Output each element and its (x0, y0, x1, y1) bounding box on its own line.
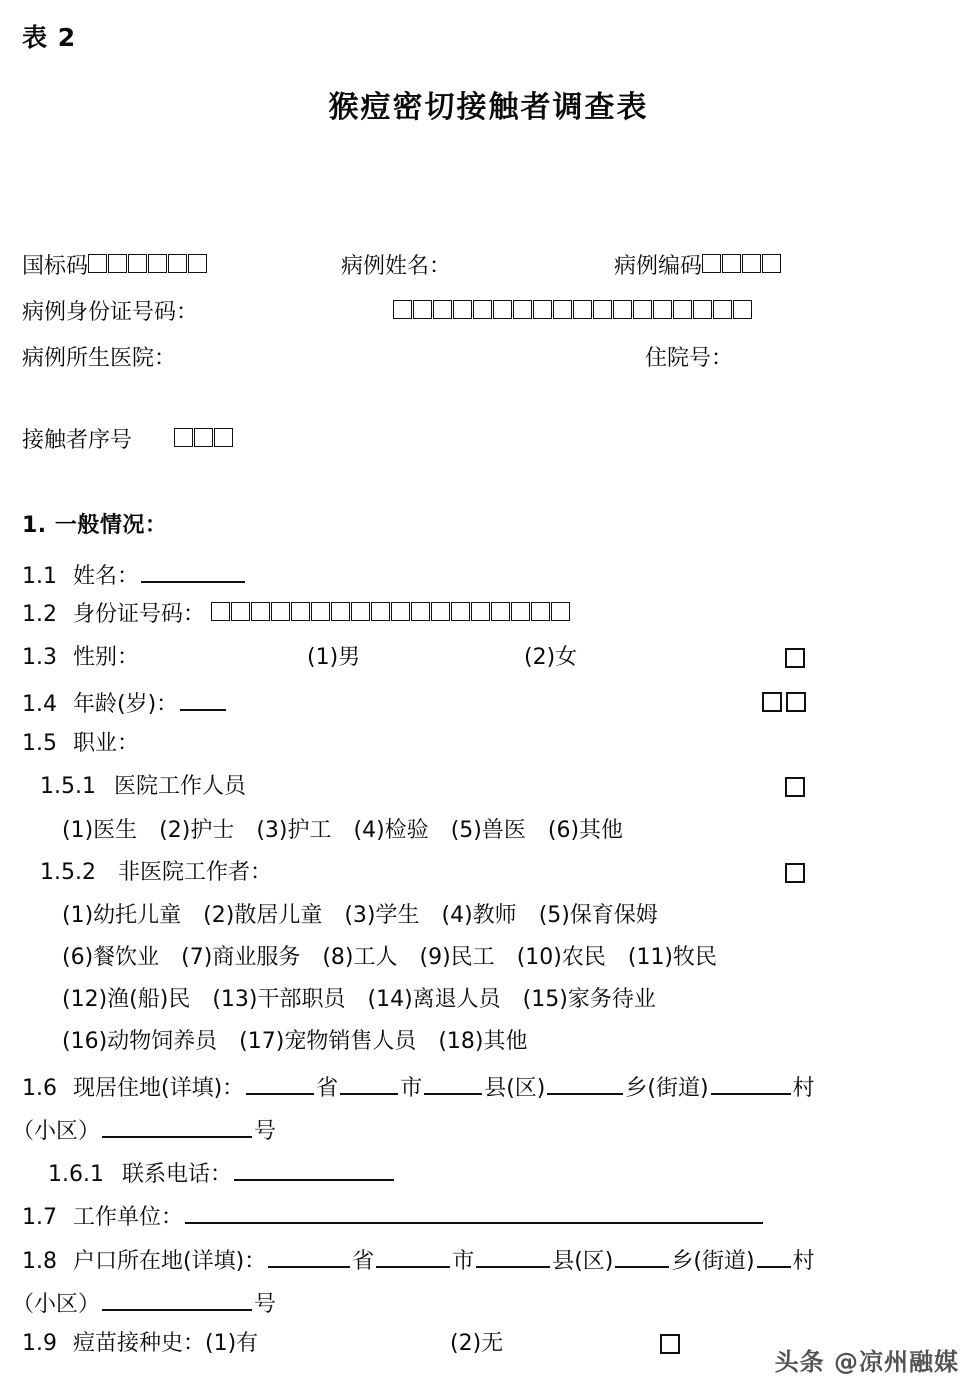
age-input-line[interactable] (180, 688, 226, 711)
current-township-line[interactable] (547, 1072, 623, 1095)
q-1-8-unit-township: 乡(街道) (671, 1249, 755, 1275)
q-1-9-option-no: (2)无 (450, 1331, 504, 1356)
registered-province-line[interactable] (268, 1245, 350, 1268)
q-1-6-community-row (12, 1115, 276, 1144)
q-1-2-number: 1.2 (22, 602, 57, 627)
q-1-5-2-option-14[interactable]: (14)离退人员 (367, 987, 501, 1012)
case-id-boxes[interactable] (393, 300, 752, 319)
contact-sequence-row (22, 428, 233, 453)
q-1-6-unit-city: 市 (400, 1076, 423, 1102)
q-1-4-checkbox-tens[interactable] (762, 692, 782, 712)
q-1-6-unit-province: 省 (316, 1076, 339, 1102)
q-1-3-number: 1.3 (22, 645, 57, 670)
q-1-3-option-female[interactable] (524, 645, 577, 670)
q-1-9-option-no-row[interactable] (450, 1331, 503, 1356)
q-1-9-label: 痘苗接种史： (73, 1331, 206, 1356)
q-1-9-number: 1.9 (22, 1331, 57, 1356)
q-1-5-2-option-7[interactable]: (7)商业服务 (181, 945, 301, 970)
q-1-5-2-option-17[interactable]: (17)宠物销售人员 (239, 1029, 417, 1054)
q-1-5-1-checkbox[interactable] (785, 777, 805, 797)
q-1-5-1-option-6[interactable]: (6)其他 (547, 818, 624, 843)
q-1-5-2-option-2[interactable]: (2)散居儿童 (203, 903, 323, 928)
q-1-1-label: 姓名： (73, 564, 140, 590)
q-1-5-1-label: 医院工作人员 (113, 774, 246, 799)
q-1-5-2-option-1[interactable]: (1)幼托儿童 (62, 903, 182, 928)
current-city-line[interactable] (340, 1072, 398, 1095)
section-1-title: 1. 一般情况： (22, 513, 168, 538)
q-1-5-2-option-13[interactable]: (13)干部职员 (212, 987, 346, 1012)
q-1-9-option-yes[interactable]: (1)有 (205, 1331, 259, 1356)
watermark: 头条 @凉州融媒 (774, 1348, 959, 1376)
page-title: 猴痘密切接触者调查表 (328, 90, 649, 125)
q-1-8-row (22, 1245, 815, 1274)
q-1-5-1-option-1[interactable]: (1)医生 (62, 818, 138, 843)
q-1-4-number: 1.4 (22, 692, 57, 718)
hospital-row (22, 346, 176, 371)
q-1-3-row (22, 645, 139, 670)
q-1-5-1-option-4[interactable]: (4)检验 (353, 818, 429, 843)
current-community-line[interactable] (102, 1115, 252, 1138)
contact-sequence-label: 接触者序号 (22, 428, 133, 453)
q-1-9-row (22, 1331, 258, 1356)
q-1-5-2-option-4[interactable]: (4)教师 (441, 903, 517, 928)
q-1-6-label: 现居住地(详填)： (73, 1076, 245, 1102)
q-1-5-2-option-8[interactable]: (8)工人 (322, 945, 398, 970)
work-unit-input-line[interactable] (185, 1201, 763, 1224)
q-1-5-2-row (40, 860, 272, 885)
q-1-5-2-option-12[interactable]: (12)渔(船)民 (62, 987, 191, 1012)
q-1-8-unit-county: 县(区) (552, 1249, 614, 1275)
current-village-line[interactable] (711, 1072, 791, 1095)
q-1-5-2-option-15[interactable]: (15)家务待业 (522, 987, 656, 1012)
q-1-7-label: 工作单位： (73, 1205, 184, 1231)
registered-city-line[interactable] (376, 1245, 450, 1268)
q-1-5-1-options (62, 818, 623, 843)
q-1-5-2-checkbox[interactable] (785, 863, 805, 883)
case-id-label: 病例身份证号码： (22, 300, 199, 325)
admission-number-label: 住院号： (645, 346, 734, 371)
q-1-8-unit-community: （小区） (12, 1292, 101, 1318)
case-number-boxes[interactable] (702, 254, 781, 273)
q-1-5-row (22, 731, 139, 756)
contact-id-boxes[interactable] (211, 602, 570, 621)
q-1-8-unit-province: 省 (352, 1249, 375, 1275)
current-county-line[interactable] (424, 1072, 482, 1095)
q-1-6-unit-community: （小区） (12, 1119, 101, 1145)
q-1-8-unit-number: 号 (254, 1292, 277, 1318)
q-1-6-1-row (48, 1158, 396, 1187)
registered-county-line[interactable] (476, 1245, 550, 1268)
current-province-line[interactable] (246, 1072, 314, 1095)
q-1-2-label: 身份证号码： (73, 602, 206, 627)
q-1-5-2-options-line-3 (62, 987, 656, 1012)
phone-input-line[interactable] (234, 1158, 394, 1181)
q-1-5-2-option-6[interactable]: (6)餐饮业 (62, 945, 160, 970)
case-id-boxes-row (393, 300, 752, 319)
registered-community-line[interactable] (102, 1288, 252, 1311)
q-1-6-row (22, 1072, 815, 1101)
q-1-6-unit-county: 县(区) (484, 1076, 546, 1102)
admission-number-row (645, 346, 733, 371)
table-number-label: 表 2 (22, 23, 77, 52)
q-1-5-2-options-line-2 (62, 945, 717, 970)
q-1-7-row (22, 1201, 765, 1230)
q-1-3-label: 性别： (73, 645, 140, 670)
gb-code-row (22, 254, 207, 279)
q-1-6-1-label: 联系电话： (121, 1162, 232, 1188)
case-name-row (341, 254, 451, 279)
name-input-line[interactable] (141, 560, 245, 583)
q-1-5-label: 职业： (73, 731, 140, 756)
q-1-5-1-option-2[interactable]: (2)护士 (159, 818, 235, 843)
q-1-5-2-option-18[interactable]: (18)其他 (438, 1029, 528, 1054)
case-name-label: 病例姓名： (341, 254, 452, 279)
case-number-row (614, 254, 781, 279)
q-1-4-label: 年龄(岁)： (73, 692, 179, 718)
q-1-5-2-option-11[interactable]: (11)牧民 (627, 945, 718, 970)
q-1-5-2-option-10[interactable]: (10)农民 (516, 945, 606, 970)
q-1-5-2-option-5[interactable]: (5)保育保姆 (538, 903, 658, 928)
q-1-5-1-option-3[interactable]: (3)护工 (256, 818, 332, 843)
q-1-5-1-row (40, 774, 246, 799)
case-id-label-row (22, 300, 198, 325)
q-1-9-checkbox[interactable] (660, 1334, 680, 1354)
q-1-8-unit-city: 市 (452, 1249, 475, 1275)
q-1-5-2-option-9[interactable]: (9)民工 (419, 945, 495, 970)
q-1-1-row (22, 560, 247, 589)
contact-sequence-boxes[interactable] (174, 428, 233, 447)
q-1-5-1-option-5[interactable]: (5)兽医 (450, 818, 526, 843)
q-1-5-1-number: 1.5.1 (40, 774, 96, 799)
q-1-8-number: 1.8 (22, 1249, 57, 1275)
q-1-5-2-options-line-4 (62, 1029, 528, 1054)
q-1-1-number: 1.1 (22, 564, 57, 590)
q-1-6-number: 1.6 (22, 1076, 57, 1102)
q-1-8-unit-village: 村 (792, 1249, 815, 1275)
q-1-6-1-number: 1.6.1 (48, 1162, 104, 1188)
q-1-3-option-female-label: (2)女 (524, 645, 578, 670)
hospital-label: 病例所生医院： (22, 346, 177, 371)
q-1-3-option-male-label: (1)男 (307, 645, 361, 670)
q-1-2-row (22, 602, 570, 627)
gb-code-label: 国标码 (22, 254, 89, 279)
registered-village-line[interactable] (757, 1245, 791, 1268)
registered-township-line[interactable] (615, 1245, 669, 1268)
q-1-5-2-number: 1.5.2 (40, 860, 96, 885)
q-1-5-2-options-line-1 (62, 903, 658, 928)
q-1-6-unit-number: 号 (254, 1119, 277, 1145)
gb-code-boxes[interactable] (88, 254, 207, 273)
case-number-label: 病例编码 (614, 254, 703, 279)
q-1-5-2-option-16[interactable]: (16)动物饲养员 (62, 1029, 218, 1054)
q-1-5-2-label: 非医院工作者： (117, 860, 272, 885)
q-1-7-number: 1.7 (22, 1205, 57, 1231)
q-1-8-community-row (12, 1288, 276, 1317)
q-1-6-unit-township: 乡(街道) (625, 1076, 709, 1102)
q-1-5-2-option-3[interactable]: (3)学生 (344, 903, 420, 928)
q-1-8-label: 户口所在地(详填)： (73, 1249, 267, 1275)
q-1-4-checkbox-ones[interactable] (786, 692, 806, 712)
q-1-4-row (22, 688, 228, 717)
q-1-3-checkbox[interactable] (785, 648, 805, 668)
q-1-5-number: 1.5 (22, 731, 57, 756)
q-1-3-option-male[interactable] (307, 645, 360, 670)
q-1-6-unit-village: 村 (792, 1076, 815, 1102)
